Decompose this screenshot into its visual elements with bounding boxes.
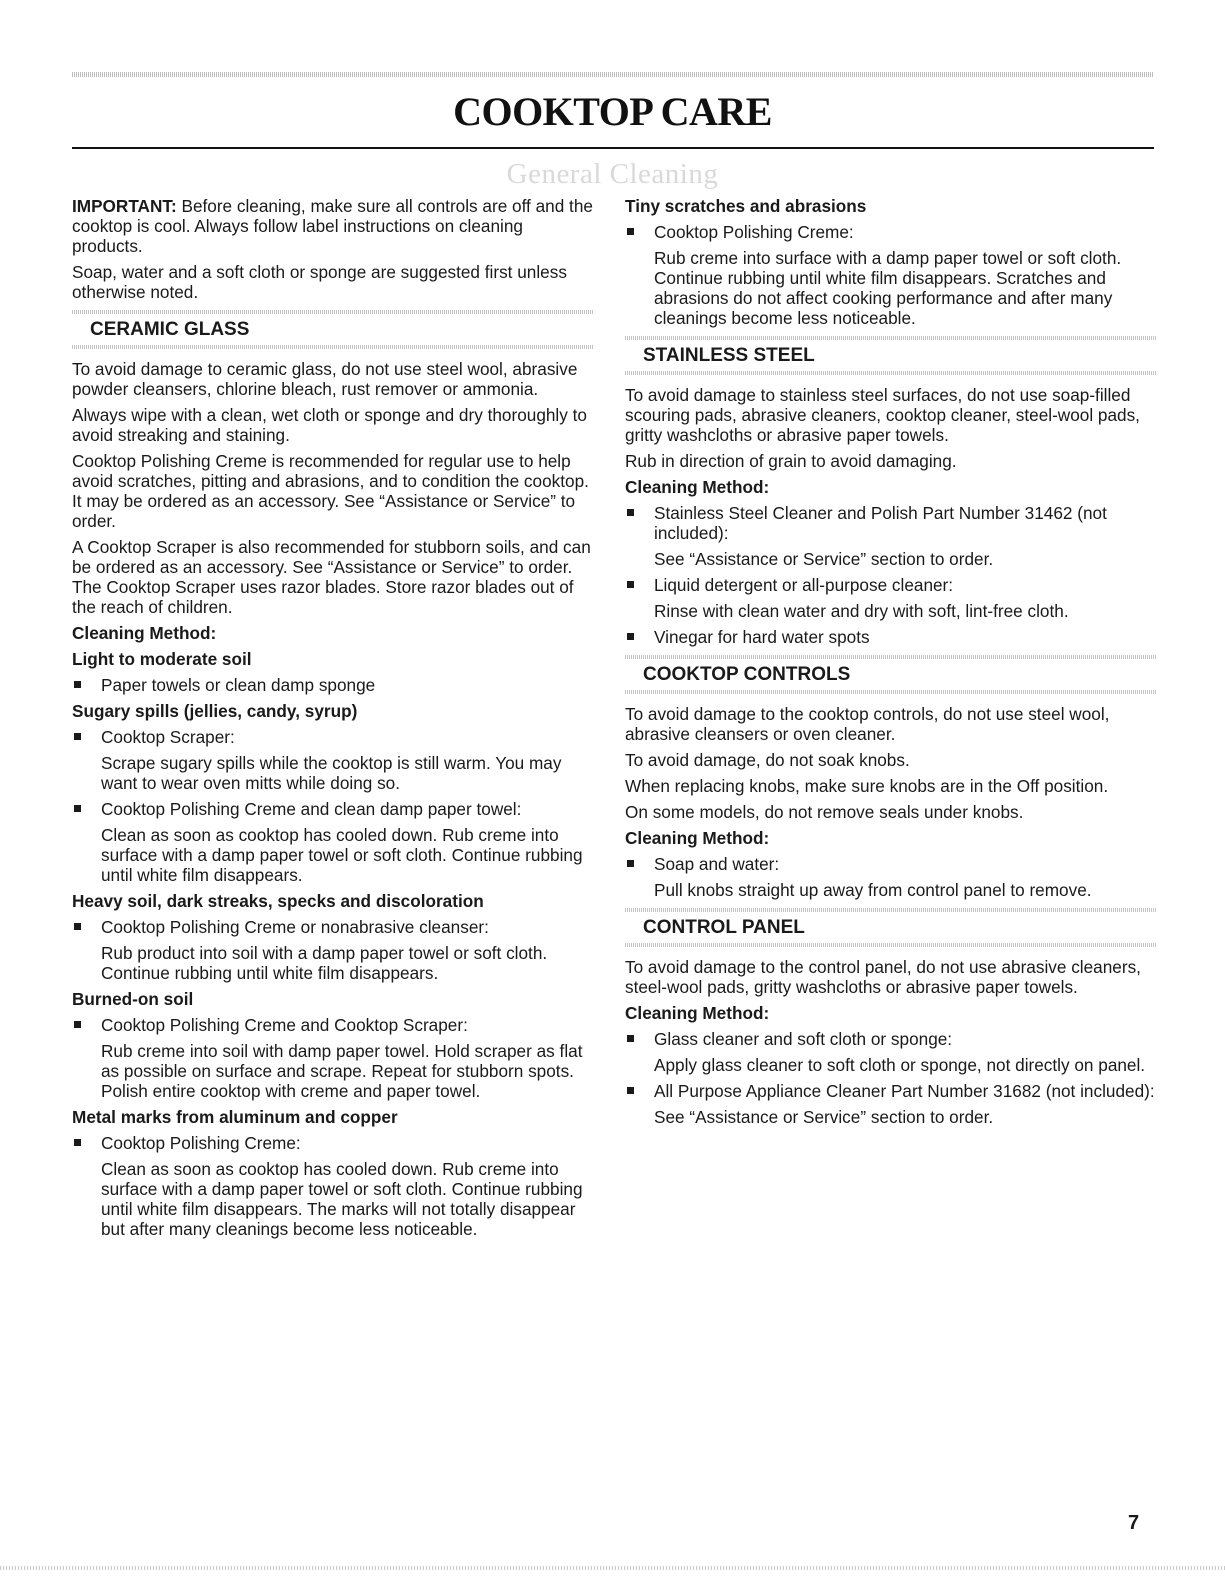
light-soil-heading: Light to moderate soil <box>72 649 252 669</box>
metal-bullet-1-text: Clean as soon as cooktop has cooled down. Rub creme into surface with a damp paper towel or soft cloth. Continue rubbing until white film disappears. The marks will not totally disappear but after many cleanings become less noticeable. <box>101 1159 583 1239</box>
burned-bullet-1: Cooktop Polishing Creme and Cooktop Scraper: <box>72 1015 594 1035</box>
panel-method-label: Cleaning Method: <box>625 1003 770 1023</box>
panel-paragraph-1: To avoid damage to the control panel, do not use abrasive cleaners, steel-wool pads, gritty washcloths or abrasive paper towels. <box>625 957 1141 997</box>
left-column <box>72 196 594 1245</box>
panel-bullet-2-text: See “Assistance or Service” section to order. <box>654 1107 994 1127</box>
controls-paragraph-4: On some models, do not remove seals under knobs. <box>625 802 1024 822</box>
metal-bullet-1: Cooktop Polishing Creme: <box>72 1133 594 1153</box>
panel-bullet-1-text: Apply glass cleaner to soft cloth or sponge, not directly on panel. <box>654 1055 1146 1075</box>
stainless-paragraph-1: To avoid damage to stainless steel surfaces, do not use soap-filled scouring pads, abrasive cleaners, cooktop cleaner, steel-wool pads, gritty washcloths or abrasive paper towels. <box>625 385 1140 445</box>
tiny-scratches-heading: Tiny scratches and abrasions <box>625 196 867 216</box>
control-panel-heading: CONTROL PANEL <box>643 917 805 938</box>
panel-bullet-1: Glass cleaner and soft cloth or sponge: <box>625 1029 1157 1049</box>
ceramic-method-label: Cleaning Method: <box>72 623 217 643</box>
top-dotted-rule <box>72 72 1154 77</box>
stainless-bullet-1-text: See “Assistance or Service” section to order. <box>654 549 994 569</box>
controls-bullet-1-text: Pull knobs straight up away from control panel to remove. <box>654 880 1092 900</box>
stainless-bullet-2-text: Rinse with clean water and dry with soft, lint-free cloth. <box>654 601 1069 621</box>
bottom-dotted-rule <box>0 1566 1225 1570</box>
control-panel-heading-box <box>625 908 1157 947</box>
metal-marks-heading: Metal marks from aluminum and copper <box>72 1107 398 1127</box>
controls-paragraph-2: To avoid damage, do not soak knobs. <box>625 750 910 770</box>
heavy-bullet-1: Cooktop Polishing Creme or nonabrasive cleanser: <box>72 917 594 937</box>
light-soil-bullet: Paper towels or clean damp sponge <box>72 675 594 695</box>
controls-paragraph-3: When replacing knobs, make sure knobs are in the Off position. <box>625 776 1109 796</box>
important-label: IMPORTANT: <box>72 196 177 216</box>
title-underline <box>72 147 1154 149</box>
stainless-method-label: Cleaning Method: <box>625 477 770 497</box>
sugary-bullet-1: Cooktop Scraper: <box>72 727 594 747</box>
controls-bullet-1: Soap and water: <box>625 854 1157 874</box>
sugary-spills-heading: Sugary spills (jellies, candy, syrup) <box>72 701 358 721</box>
panel-bullet-2: All Purpose Appliance Cleaner Part Number 31682 (not included): <box>625 1081 1157 1101</box>
stainless-bullet-2: Liquid detergent or all-purpose cleaner: <box>625 575 1157 595</box>
controls-paragraph-1: To avoid damage to the cooktop controls, do not use steel wool, abrasive cleansers or oven cleaner. <box>625 704 1110 744</box>
controls-method-label: Cleaning Method: <box>625 828 770 848</box>
cooktop-controls-heading-box <box>625 655 1157 694</box>
page-title: COOKTOP CARE <box>453 89 772 134</box>
heavy-soil-heading: Heavy soil, dark streaks, specks and discoloration <box>72 891 484 911</box>
ceramic-paragraph-1: To avoid damage to ceramic glass, do not use steel wool, abrasive powder cleansers, chlorine bleach, rust remover or ammonia. <box>72 359 578 399</box>
sugary-bullet-2-text: Clean as soon as cooktop has cooled down. Rub creme into surface with a damp paper towel or soft cloth. Continue rubbing until white film disappears. <box>101 825 583 885</box>
stainless-bullet-1: Stainless Steel Cleaner and Polish Part Number 31462 (not included): <box>625 503 1157 543</box>
important-paragraph <box>72 196 594 256</box>
tiny-bullet-1: Cooktop Polishing Creme: <box>625 222 1157 242</box>
important-text: Before cleaning, make sure all controls are off and the cooktop is cool. Always follow label instructions on cleaning products. <box>72 196 593 256</box>
ceramic-paragraph-2: Always wipe with a clean, wet cloth or sponge and dry thoroughly to avoid streaking and staining. <box>72 405 587 445</box>
soap-paragraph: Soap, water and a soft cloth or sponge are suggested first unless otherwise noted. <box>72 262 567 302</box>
section-subtitle: General Cleaning <box>506 158 719 190</box>
sugary-bullet-1-text: Scrape sugary spills while the cooktop is still warm. You may want to wear oven mitts while doing so. <box>101 753 562 793</box>
burned-bullet-1-text: Rub creme into soil with damp paper towel. Hold scraper as flat as possible on surface and scrape. Repeat for stubborn spots. Polish entire cooktop with creme and paper towel. <box>101 1041 583 1101</box>
stainless-steel-heading-box <box>625 336 1157 375</box>
stainless-steel-heading: STAINLESS STEEL <box>643 345 815 366</box>
heavy-bullet-1-text: Rub product into soil with a damp paper towel or soft cloth. Continue rubbing until white film disappears. <box>101 943 548 983</box>
ceramic-glass-heading: CERAMIC GLASS <box>90 319 250 340</box>
tiny-bullet-1-text: Rub creme into surface with a damp paper towel or soft cloth. Continue rubbing until white film disappears. Scratches and abrasions do not affect cooking performance and after many cleanings become less noticeable. <box>654 248 1122 328</box>
sugary-bullet-2: Cooktop Polishing Creme and clean damp paper towel: <box>72 799 594 819</box>
ceramic-paragraph-3: Cooktop Polishing Creme is recommended for regular use to help avoid scratches, pitting and abrasions, and to condition the cooktop. It may be ordered as an accessory. See “Assistance or Service” to order. <box>72 451 589 531</box>
page-number: 7 <box>1128 1512 1140 1534</box>
stainless-bullet-3: Vinegar for hard water spots <box>625 627 1157 647</box>
ceramic-glass-heading-box <box>72 310 594 349</box>
cooktop-controls-heading: COOKTOP CONTROLS <box>643 664 851 685</box>
stainless-paragraph-2: Rub in direction of grain to avoid damaging. <box>625 451 957 471</box>
burned-soil-heading: Burned-on soil <box>72 989 194 1009</box>
ceramic-paragraph-4: A Cooktop Scraper is also recommended for stubborn soils, and can be ordered as an accessory. See “Assistance or Service” to order. The Cooktop Scraper uses razor blades. Store razor blades out of the reach of children. <box>72 537 591 617</box>
right-column <box>625 196 1157 1133</box>
